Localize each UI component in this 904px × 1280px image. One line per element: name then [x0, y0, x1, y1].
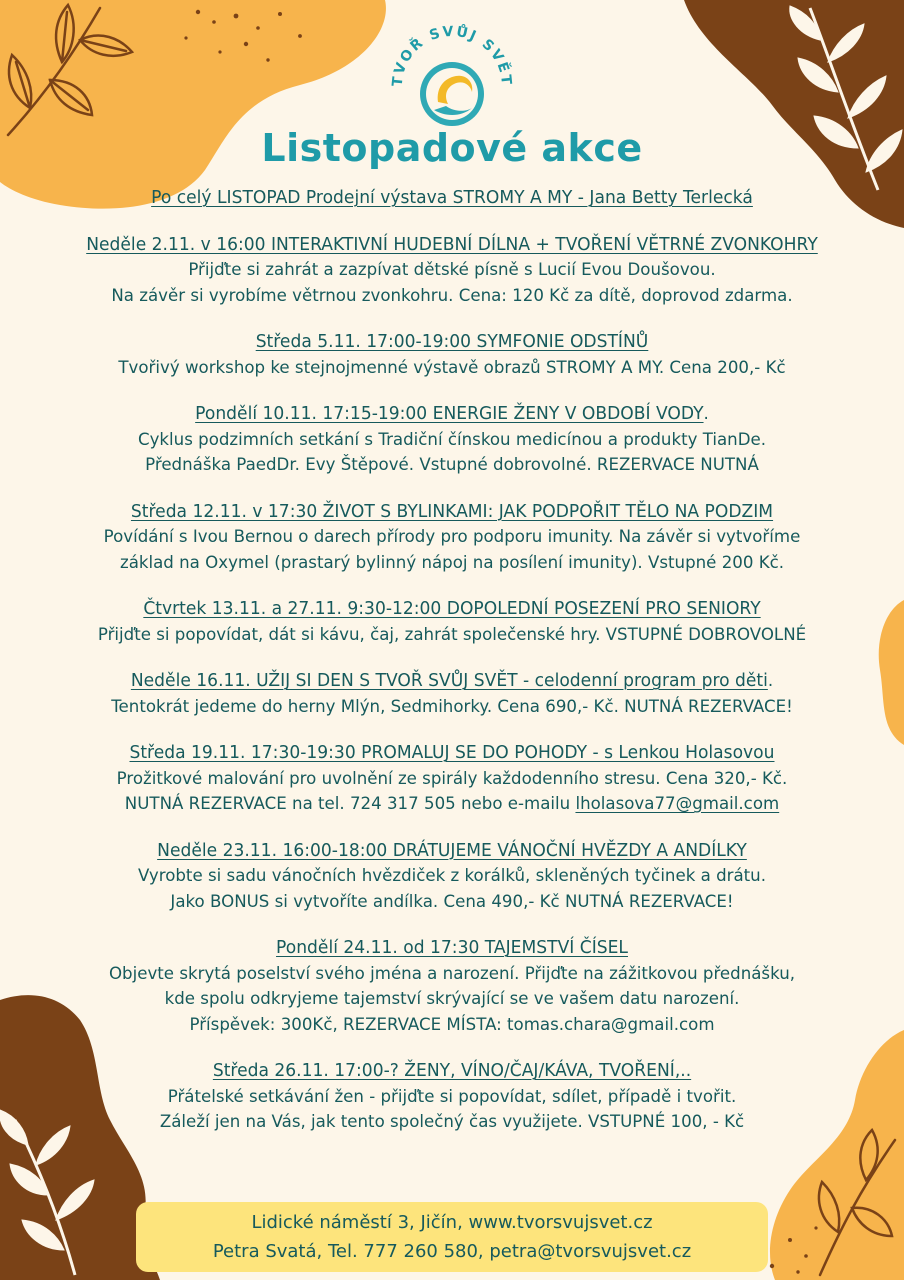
- event-gap: [0, 212, 904, 233]
- event-gap: [0, 648, 904, 669]
- event-gap: [0, 818, 904, 839]
- event-gap: [0, 720, 904, 741]
- event-gap: [0, 381, 904, 402]
- event-heading-text: Neděle 16.11. UŽIJ SI DEN S TVOŘ SVŮJ SVĚT - celodenní program pro děti: [130, 671, 768, 691]
- event-heading-text: Po celý LISTOPAD Prodejní výstava STROMY A MY - Jana Betty Terlecká: [151, 188, 753, 208]
- event-heading: [10, 402, 894, 428]
- event-heading-text: Středa 5.11. 17:00-19:00 SYMFONIE ODSTÍNŮ: [255, 332, 649, 352]
- events-list: [0, 186, 904, 1136]
- contact-prefix: NUTNÁ REZERVACE na tel. 724 317 505 nebo e-mailu: [124, 794, 576, 814]
- event-contact-line: [10, 792, 894, 818]
- event-heading-text: Pondělí 24.11. od 17:30 TAJEMSTVÍ ČÍSEL: [276, 938, 628, 958]
- event-heading: [10, 500, 894, 526]
- event-description-line: Přijďte si popovídat, dát si kávu, čaj, zahrát společenské hry. VSTUPNÉ DOBROVOLNÉ: [97, 624, 807, 645]
- event-heading: [10, 233, 894, 259]
- event-heading-text: Pondělí 10.11. 17:15-19:00 ENERGIE ŽENY V OBDOBÍ VODY: [195, 404, 704, 424]
- event-heading: [10, 597, 894, 623]
- event-heading-text: Čtvrtek 13.11. a 27.11. 9:30-12:00 DOPOLEDNÍ POSEZENÍ PRO SENIORY: [143, 599, 761, 619]
- hands-heart-logo-icon: [388, 24, 516, 128]
- event-description-line: Prožitkové malování pro uvolnění ze spirály každodenního stresu. Cena 320,- Kč.: [116, 768, 788, 789]
- event-description-line: Tentokrát jedeme do herny Mlýn, Sedmihorky. Cena 690,- Kč. NUTNÁ REZERVACE!: [111, 696, 793, 717]
- svg-text:TVOŘ SVŮJ SVĚT: TVOŘ SVŮJ SVĚT: [389, 24, 515, 88]
- event-heading-text: Neděle 23.11. 16:00-18:00 DRÁTUJEME VÁNOČNÍ HVĚZDY A ANDÍLKY: [157, 840, 747, 861]
- event-description-line: Vyrobte si sadu vánočních hvězdiček z korálků, skleněných tyčinek a drátu.: [137, 866, 767, 886]
- event-gap: [0, 309, 904, 330]
- event-gap: [0, 576, 904, 597]
- event-description-line: Přátelské setkávání žen - přijďte si popovídat, sdílet, případě i tvořit.: [167, 1086, 737, 1107]
- event-heading-text: Středa 12.11. v 17:30 ŽIVOT S BYLINKAMI: JAK PODPOŘIT TĚLO NA PODZIM: [130, 501, 774, 522]
- event-description-line: Jako BONUS si vytvoříte andílka. Cena 490,- Kč NUTNÁ REZERVACE!: [170, 891, 734, 912]
- event-gap: [0, 915, 904, 936]
- event-description-line: Povídání s Ivou Bernou o darech přírody pro podporu imunity. Na závěr si vytvoříme: [103, 527, 801, 547]
- event-description-line: Přednáška PaedDr. Evy Štěpové. Vstupné dobrovolné. REZERVACE NUTNÁ: [145, 455, 759, 475]
- event-heading: [10, 330, 894, 356]
- event-description-line: Příspěvek: 300Kč, REZERVACE MÍSTA: tomas.chara@gmail.com: [189, 1014, 715, 1035]
- event-heading: [10, 839, 894, 865]
- event-heading-tail: .: [767, 671, 774, 691]
- event-description-line: kde spolu odkryjeme tajemství skrývající se ve vašem datu narození.: [164, 989, 740, 1009]
- event-heading: [10, 669, 894, 695]
- event-description-line: Přijďte si zahrát a zazpívat dětské písně s Lucií Evou Doušovou.: [188, 260, 716, 280]
- email-link[interactable]: lholasova77@gmail.com: [575, 794, 780, 814]
- footer-contact-line: Petra Svatá, Tel. 777 260 580, petra@tvorsvujsvet.cz: [212, 1241, 692, 1262]
- event-heading-tail: .: [703, 404, 709, 424]
- event-heading-text: Středa 26.11. 17:00-? ŽENY, VÍNO/ČAJ/KÁVA, TVOŘENÍ,..: [212, 1061, 692, 1081]
- event-gap: [0, 479, 904, 500]
- footer-address: Lidické náměstí 3, Jičín, www.tvorsvujsvet.cz: [251, 1212, 653, 1233]
- event-description-line: Na závěr si vyrobíme větrnou zvonkohru. Cena: 120 Kč za dítě, doprovod zdarma.: [111, 285, 793, 306]
- event-description-line: Objevte skrytá poselství svého jména a narození. Přijďte na zážitkovou přednášku,: [108, 963, 796, 984]
- footer-contact: [136, 1202, 768, 1272]
- event-description-line: Záleží jen na Vás, jak tento společný čas využijete. VSTUPNÉ 100, - Kč: [159, 1112, 745, 1132]
- event-heading-text: Neděle 2.11. v 16:00 INTERAKTIVNÍ HUDEBNÍ DÍLNA + TVOŘENÍ VĚTRNÉ ZVONKOHRY: [86, 234, 818, 255]
- event-heading: [10, 186, 894, 212]
- event-heading-text: Středa 19.11. 17:30-19:30 PROMALUJ SE DO POHODY - s Lenkou Holasovou: [129, 743, 775, 763]
- event-description-line: Tvořivý workshop ke stejnojmenné výstavě obrazů STROMY A MY. Cena 200,- Kč: [118, 357, 786, 378]
- event-description-line: Cyklus podzimních setkání s Tradiční čínskou medicínou a produkty TianDe.: [137, 429, 767, 450]
- event-heading: [10, 741, 894, 767]
- event-heading: [10, 936, 894, 962]
- page-title: Listopadové akce: [261, 126, 643, 170]
- event-gap: [0, 1038, 904, 1059]
- event-description-line: základ na Oxymel (prastarý bylinný nápoj na posílení imunity). Vstupné 200 Kč.: [119, 552, 785, 573]
- event-heading: [10, 1059, 894, 1085]
